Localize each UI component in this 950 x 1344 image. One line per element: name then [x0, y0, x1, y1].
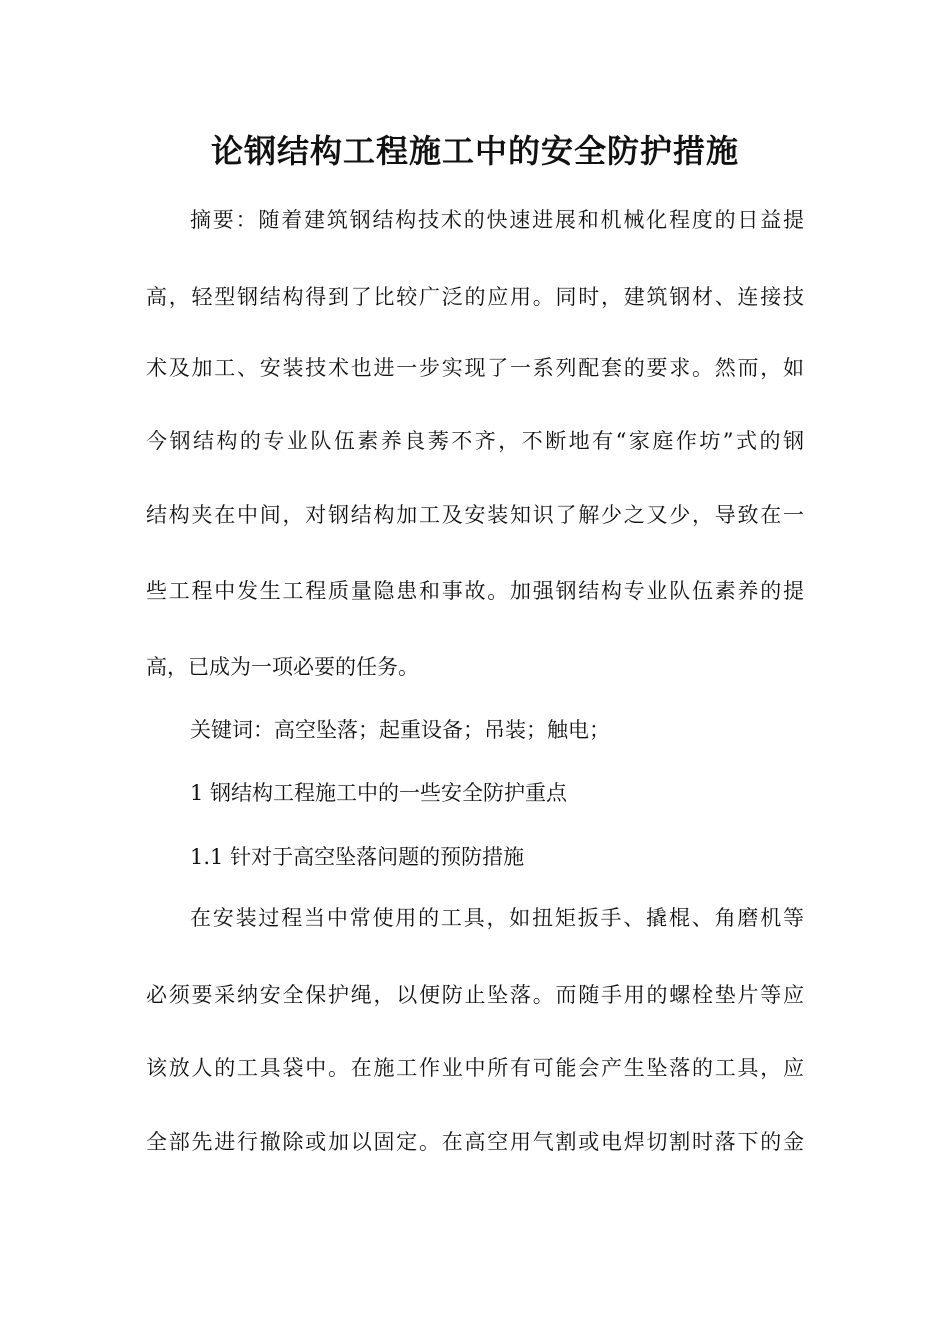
document-title: 论钢结构工程施工中的安全防护措施 [210, 132, 739, 170]
body-line: 全部先进行撤除或加以固定。在高空用气割或电焊切割时落下的金 [146, 1130, 804, 1154]
abstract-line: 术及加工、安装技术也进一步实现了一系列配套的要求。然而，如 [146, 356, 804, 380]
body-line: 该放人的工具袋中。在施工作业中所有可能会产生坠落的工具，应 [146, 1056, 804, 1080]
abstract-line: 些工程中发生工程质量隐患和事故。加强钢结构专业队伍素养的提 [146, 579, 804, 603]
abstract-line: 高，轻型钢结构得到了比较广泛的应用。同时，建筑钢材、连接技 [146, 285, 804, 309]
body-line: 在安装过程当中常使用的工具，如扭矩扳手、撬棍、角磨机等 [190, 906, 804, 930]
abstract-line: 今钢结构的专业队伍素养良莠不齐，不断地有“家庭作坊”式的钢 [146, 429, 804, 453]
keywords-line: 关键词：高空坠落；起重设备；吊装；触电； [190, 718, 610, 742]
body-line: 必须要采纳安全保护绳，以便防止坠落。而随手用的螺栓垫片等应 [146, 983, 804, 1007]
subsection-heading: 1.1 针对于高空坠落问题的预防措施 [190, 845, 525, 869]
abstract-line: 结构夹在中间，对钢结构加工及安装知识了解少之又少，导致在一 [146, 503, 804, 527]
section-heading: 1 钢结构工程施工中的一些安全防护重点 [190, 781, 568, 805]
abstract-line: 高，已成为一项必要的任务。 [146, 655, 419, 679]
abstract-line: 摘要：随着建筑钢结构技术的快速进展和机械化程度的日益提 [190, 208, 804, 232]
